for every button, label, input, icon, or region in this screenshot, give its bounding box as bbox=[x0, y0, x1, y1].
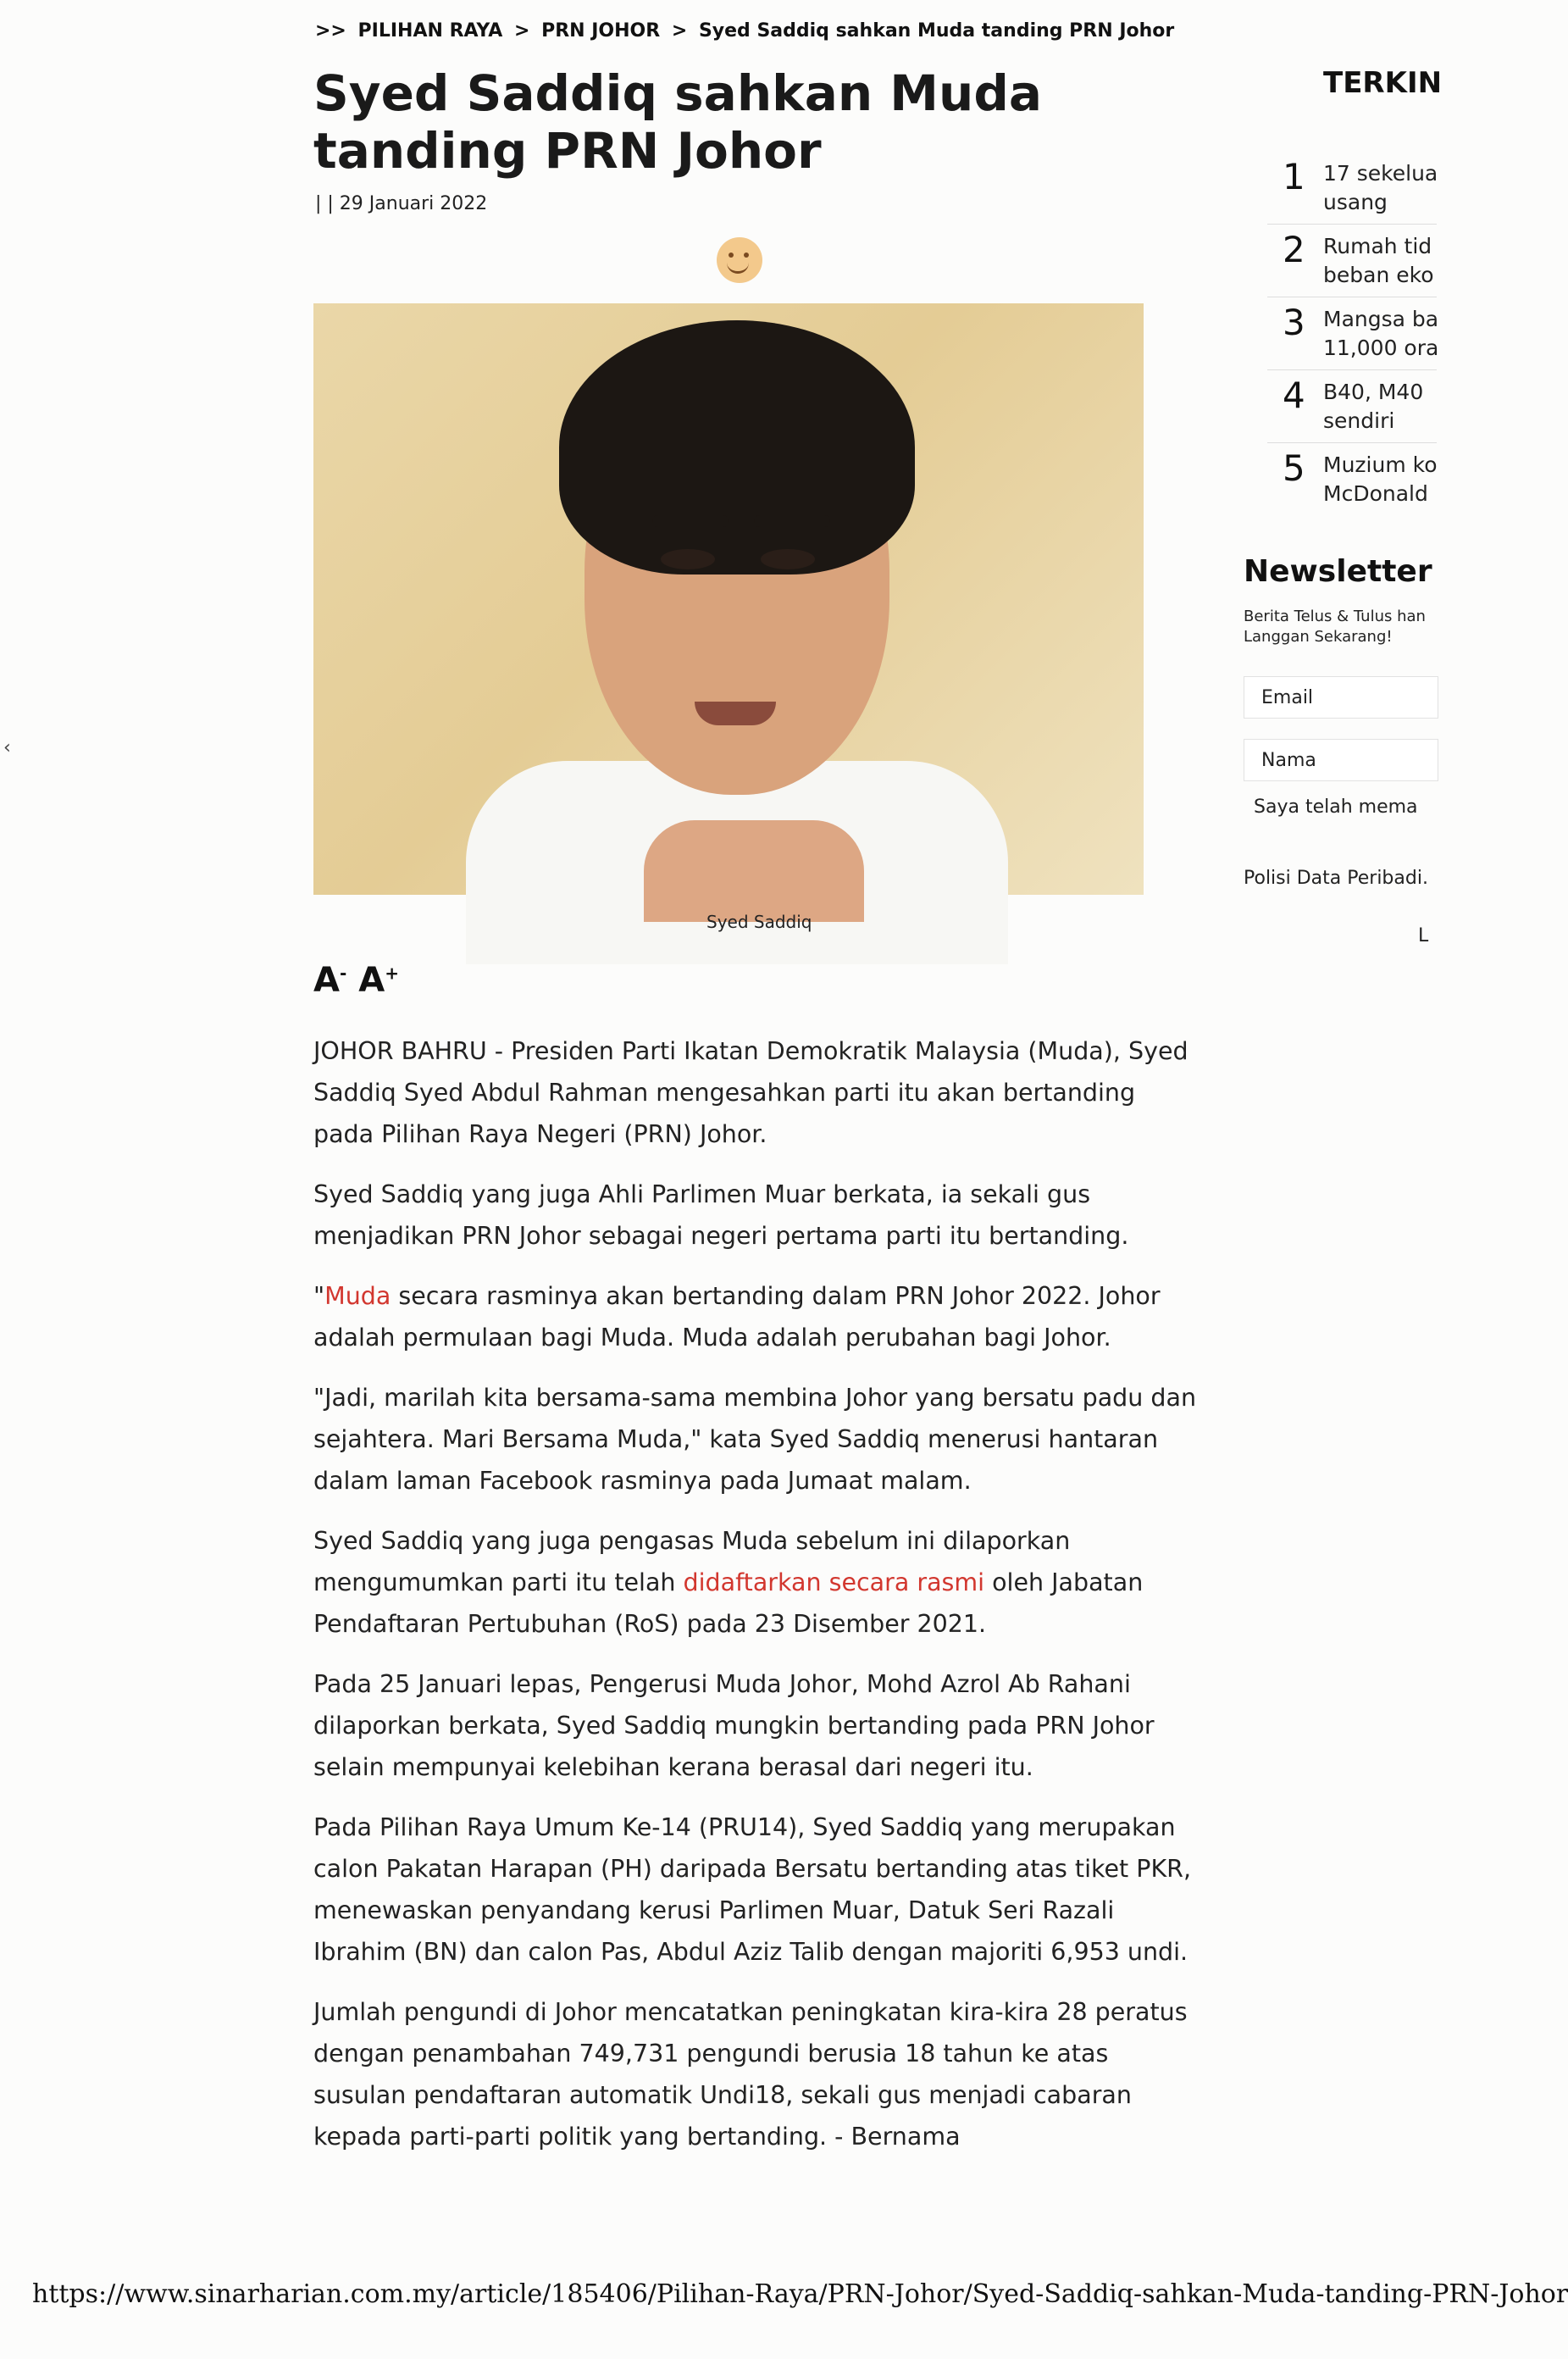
link-para-after: oleh Jabatan Pendaftaran Pertubuhan (RoS) pada 23 Disember 2021. bbox=[313, 1568, 1144, 1638]
article-paragraph: "Jadi, marilah kita bersama-sama membina Johor yang bersatu padu dan sejahtera. Mari Bersama Muda," kata Syed Saddiq menerusi hantaran dalam laman Facebook rasminya pada Jumaat malam. bbox=[313, 1384, 1197, 1495]
breadcrumb-separator: > bbox=[671, 20, 688, 42]
trending-title: B40, M40 sendiri bbox=[1323, 380, 1424, 433]
muda-link[interactable]: Muda bbox=[324, 1282, 391, 1310]
trending-item[interactable] bbox=[1267, 302, 1437, 369]
trending-title: Rumah tid beban eko bbox=[1323, 234, 1434, 287]
breadcrumb-separator: > bbox=[513, 20, 530, 42]
article-paragraph: Pada 25 Januari lepas, Pengerusi Muda Johor, Mohd Azrol Ab Rahani dilaporkan berkata, Syed Saddiq mungkin bertanding pada PRN Johor selain mempunyai kelebihan kerana berasal dari negeri itu. bbox=[313, 1670, 1155, 1781]
sidebar-heading: TERKIN bbox=[1323, 66, 1443, 100]
article-photo bbox=[313, 303, 1144, 895]
photo-hands bbox=[644, 820, 864, 922]
email-field[interactable]: Email bbox=[1244, 676, 1438, 719]
subscribe-button[interactable]: L bbox=[1418, 925, 1429, 946]
article-paragraph: JOHOR BAHRU - Presiden Parti Ikatan Demokratik Malaysia (Muda), Syed Saddiq Syed Abdul Rahman mengesahkan parti itu akan bertanding pada Pilihan Raya Negeri (PRN) Johor. bbox=[313, 1037, 1188, 1148]
link-para-before: Syed Saddiq yang juga pengasas Muda sebelum ini dilaporkan mengumumkan parti itu telah bbox=[313, 1527, 1071, 1596]
trending-title: Mangsa ba 11,000 ora bbox=[1323, 307, 1439, 360]
name-field[interactable]: Nama bbox=[1244, 739, 1438, 781]
article-paragraph bbox=[313, 1275, 1203, 1358]
divider bbox=[1267, 442, 1437, 443]
article-body bbox=[313, 1030, 1203, 2176]
page-url: https://www.sinarharian.com.my/article/185406/Pilihan-Raya/PRN-Johor/Syed-Saddiq-sahkan-Muda-tanding-PRN-Johor bbox=[32, 2279, 1568, 2309]
breadcrumb bbox=[315, 20, 1179, 42]
photo-hair bbox=[559, 320, 915, 574]
trending-number: 5 bbox=[1283, 447, 1305, 489]
photo-eye bbox=[661, 549, 715, 569]
trending-number: 4 bbox=[1283, 375, 1305, 416]
font-decrease-button[interactable]: A- bbox=[313, 961, 347, 1000]
quote-mark: " bbox=[313, 1282, 325, 1310]
image-caption: Syed Saddiq bbox=[706, 912, 812, 932]
page-title: Syed Saddiq sahkan Muda tanding PRN Johor bbox=[313, 64, 1042, 180]
article-paragraph: Syed Saddiq yang juga Ahli Parlimen Muar berkata, ia sekali gus menjadikan PRN Johor sebagai negeri pertama parti itu bertanding. bbox=[313, 1180, 1129, 1250]
trending-number: 2 bbox=[1283, 229, 1305, 270]
photo-mouth bbox=[695, 702, 776, 725]
photo-brow bbox=[754, 515, 830, 527]
consent-checkbox-label[interactable]: Saya telah mema bbox=[1254, 797, 1418, 818]
photo-eye bbox=[761, 549, 815, 569]
font-size-controls bbox=[313, 961, 399, 1000]
breadcrumb-item-prn-johor[interactable]: PRN JOHOR bbox=[541, 20, 661, 42]
photo-brow bbox=[652, 515, 729, 527]
trending-number: 3 bbox=[1283, 302, 1305, 343]
divider bbox=[1267, 369, 1437, 370]
registered-link[interactable]: didaftarkan secara rasmi bbox=[683, 1568, 985, 1596]
breadcrumb-item-pilihan-raya[interactable]: PILIHAN RAYA bbox=[357, 20, 503, 42]
divider bbox=[1267, 224, 1437, 225]
article-paragraph: Pada Pilihan Raya Umum Ke-14 (PRU14), Syed Saddiq yang merupakan calon Pakatan Harapan (PH) daripada Bersatu bertanding atas tiket PKR, menewaskan penyandang kerusi Parlimen Muar, Datuk Seri Razali Ibrahim (BN) dan calon Pas, Abdul Aziz Talib dengan majoriti 6,953 undi. bbox=[313, 1813, 1192, 1966]
trending-title: 17 sekelua usang bbox=[1323, 161, 1438, 214]
trending-number: 1 bbox=[1283, 156, 1305, 197]
privacy-policy-link[interactable]: Polisi Data Peribadi. bbox=[1244, 868, 1428, 889]
emoji-eye bbox=[729, 253, 734, 258]
breadcrumb-prefix: >> bbox=[315, 20, 346, 42]
article-paragraph: Jumlah pengundi di Johor mencatatkan peningkatan kira-kira 28 peratus dengan penambahan 749,731 pengundi berusia 18 tahun ke atas susulan pendaftaran automatik Undi18, sekali gus menjadi cabaran kepada parti-parti politik yang bertanding. - Bernama bbox=[313, 1998, 1188, 2151]
trending-item[interactable] bbox=[1267, 156, 1437, 224]
article-paragraph bbox=[313, 1520, 1203, 1645]
font-increase-button[interactable]: A+ bbox=[358, 961, 399, 1000]
quote-text: secara rasminya akan bertanding dalam PRN Johor 2022. Johor adalah permulaan bagi Muda. Muda adalah perubahan bagi Johor. bbox=[313, 1282, 1161, 1352]
newsletter-description: Berita Telus & Tulus han Langgan Sekarang! bbox=[1244, 608, 1426, 646]
emoji-eye bbox=[744, 253, 749, 258]
trending-item[interactable] bbox=[1267, 375, 1437, 442]
trending-item[interactable] bbox=[1267, 447, 1437, 515]
breadcrumb-item-current: Syed Saddiq sahkan Muda tanding PRN Johor bbox=[698, 20, 1175, 42]
trending-title: Muzium ko McDonald bbox=[1323, 452, 1438, 506]
article-date: | | 29 Januari 2022 bbox=[315, 193, 488, 214]
newsletter-title: Newsletter bbox=[1244, 554, 1432, 589]
trending-item[interactable] bbox=[1267, 229, 1437, 297]
reaction-emoji-icon[interactable] bbox=[717, 237, 762, 283]
chevron-left-icon[interactable]: ‹ bbox=[3, 737, 11, 758]
